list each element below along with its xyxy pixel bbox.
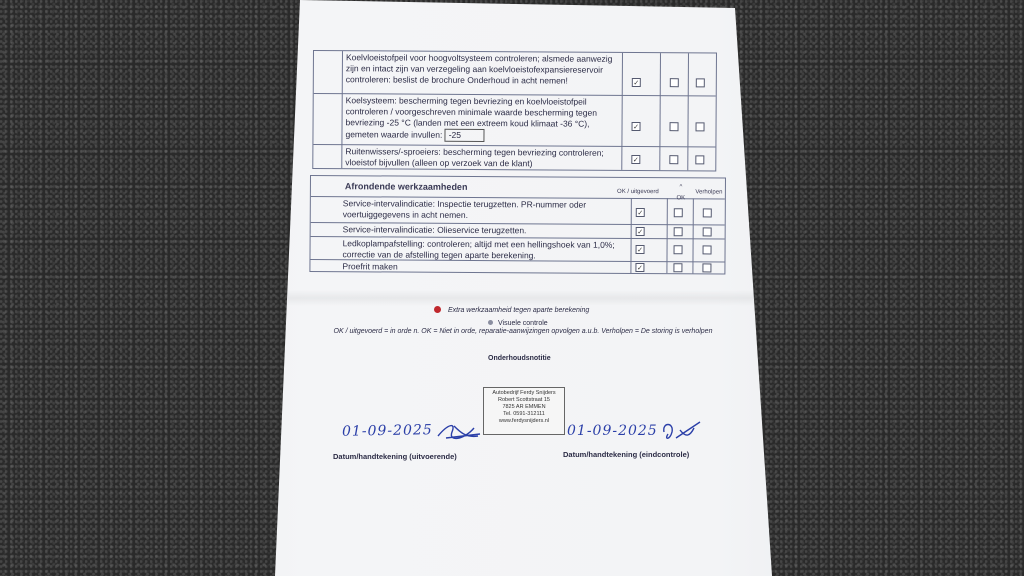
column-header-not-ok: ^ OK — [676, 184, 686, 202]
checkbox-ok-done[interactable] — [636, 245, 645, 254]
row-description — [345, 95, 617, 143]
table-row — [313, 94, 715, 147]
checkbox-ok-done[interactable] — [636, 208, 645, 217]
caption-executor: Datum/handtekening (uitvoerende) — [333, 452, 457, 461]
extra-work-dot-icon — [434, 306, 441, 313]
stamp-line: www.ferdysnijders.nl — [498, 418, 550, 424]
cooling-checks-table — [312, 50, 717, 171]
date-executor: 01-09-2025 — [341, 422, 433, 440]
checkbox-fixed[interactable] — [702, 263, 711, 272]
section-title: Afrondende werkzaamheden — [344, 181, 468, 192]
checkbox-not-ok[interactable] — [673, 263, 682, 272]
checkbox-ok-done[interactable] — [631, 155, 640, 164]
final-tasks-table — [309, 175, 726, 275]
stamp-line: 7825 AR EMMEN — [502, 404, 546, 410]
checkbox-fixed[interactable] — [703, 227, 712, 236]
checkbox-not-ok[interactable] — [674, 245, 683, 254]
legend-extra-work: Extra werkzaamheid tegen aparte berekening — [448, 307, 590, 314]
table-row — [311, 197, 725, 226]
checkbox-not-ok[interactable] — [670, 78, 679, 87]
row-description: Proefrit maken — [342, 261, 398, 272]
legend-visual-check: Visuele controle — [498, 320, 548, 327]
caption-final-check: Datum/handtekening (eindcontrole) — [563, 450, 690, 459]
table-row — [313, 145, 715, 170]
company-stamp — [483, 387, 565, 435]
checkbox-ok-done[interactable] — [632, 122, 641, 131]
checkbox-not-ok[interactable] — [669, 155, 678, 164]
checkbox-ok-done[interactable] — [636, 227, 645, 236]
checkbox-ok-done[interactable] — [632, 78, 641, 87]
checkbox-not-ok[interactable] — [670, 122, 679, 131]
column-header-ok-done: OK / uitgevoerd — [617, 188, 659, 196]
stamp-line: Autobedrijf Ferdy Snijders — [492, 390, 556, 396]
stamp-line: Tel. 0591-312111 — [503, 411, 545, 417]
row-description: Ruitenwissers/-sproeiers: bescherming tegen bevriezing controleren; vloeistof bijvullen (alleen op verzoek van de klant) — [345, 146, 604, 169]
table-row — [310, 260, 724, 274]
checkbox-fixed[interactable] — [695, 155, 704, 164]
row-description: Service-intervalindicatie: Inspectie terugzetten. PR-nummer oder voertuiggegevens in acht nemen. — [342, 198, 587, 220]
row-description: Service-intervalindicatie: Olieservice terugzetten. — [342, 224, 527, 236]
legend-explanation: OK / uitgevoerd = in orde n. OK = Niet in orde, reparatie-aanwijzingen opvolgen a.u.b. Verholpen = De storing is verholpen — [333, 328, 713, 335]
row-text: Koelsysteem: bescherming tegen bevriezing en koelvloeistofpeil controleren / voorgeschreven minimale waarde bescherming tegen bevriezing -25 °C (landen met een extreem koud klimaat -36 °C), gemeten waarde invullen: — [345, 95, 598, 140]
signature-final-check — [660, 418, 706, 444]
signature-executor — [434, 418, 484, 444]
column-header-not-ok-label: OK — [676, 195, 686, 202]
checkbox-fixed[interactable] — [703, 245, 712, 254]
measured-value-field[interactable]: -25 — [445, 129, 485, 142]
column-header-fixed: Verholpen — [695, 189, 723, 196]
checkbox-fixed[interactable] — [696, 122, 705, 131]
checkbox-not-ok[interactable] — [674, 208, 683, 217]
table-row — [310, 237, 724, 263]
checkbox-not-ok[interactable] — [674, 227, 683, 236]
visual-check-icon — [488, 320, 493, 325]
stamp-line: Robert Scottstraat 15 — [498, 397, 550, 403]
maintenance-notes-title: Onderhoudsnotitie — [488, 355, 551, 362]
checkbox-fixed[interactable] — [696, 78, 705, 87]
row-description: Koelvloeistofpeil voor hoogvoltsysteem controleren; alsmede aanwezig zijn en intact zijn van verzegeling aan koelvloeistofexpansiereservoir controleren: beslist de brochure Onderhoud in acht nemen! — [345, 52, 613, 86]
row-description: Ledkoplampafstelling: controleren; altijd met een hellingshoek van 1,0%; correctie van de afstelling tegen aparte berekening. — [342, 238, 615, 261]
checkbox-ok-done[interactable] — [635, 263, 644, 272]
table-row — [314, 51, 716, 96]
table-header-row — [311, 176, 725, 200]
date-final-check: 01-09-2025 — [567, 423, 658, 439]
checkbox-fixed[interactable] — [703, 208, 712, 217]
